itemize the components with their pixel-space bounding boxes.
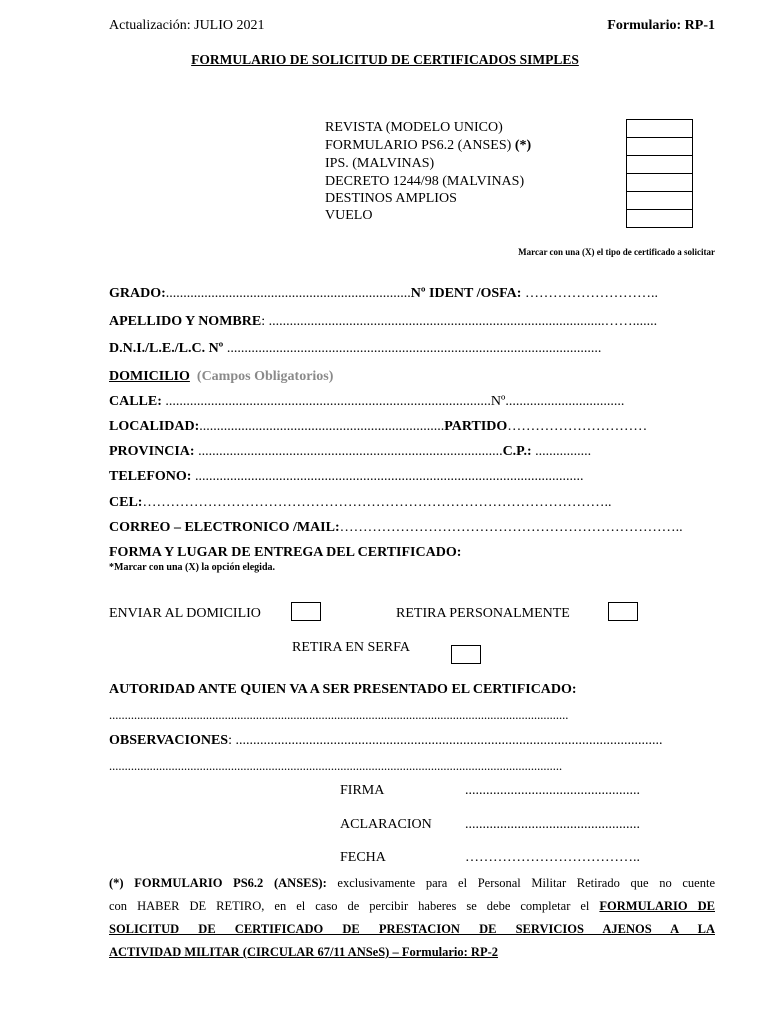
rp2-link-part1[interactable]: FORMULARIO DE	[599, 899, 715, 913]
entrega-note: *Marcar con una (X) la opción elegida.	[109, 562, 276, 573]
autoridad-dots[interactable]: ...................................................................................................................................................	[109, 708, 569, 722]
provincia-dots: .......................................................................................	[194, 444, 503, 459]
cp-label: C.P.:	[502, 444, 532, 459]
telefono-row[interactable]	[109, 469, 583, 485]
autoridad-label: AUTORIDAD ANTE QUIEN VA A SER PRESENTADO EL CERTIFICADO:	[109, 682, 577, 697]
checkbox-destinos[interactable]	[626, 191, 693, 210]
cel-dots: ………………………………………………………………………………………..	[142, 495, 612, 510]
footnote-lead: (*) FORMULARIO PS6.2 (ANSES):	[109, 876, 327, 890]
dni-dots: ...........................................................................................................	[223, 341, 602, 356]
numero-dots: ..................................	[505, 394, 625, 409]
observaciones-dots: : ..........................................................................................................................	[228, 733, 663, 748]
grado-row[interactable]	[109, 286, 658, 302]
ident-label: Nº IDENT /OSFA:	[410, 286, 522, 301]
domicilio-required-note: (Campos Obligatorios)	[196, 369, 334, 384]
dni-label: D.N.I./L.E./L.C. Nº	[109, 341, 224, 356]
checkbox-ips[interactable]	[626, 155, 693, 174]
cel-row[interactable]	[109, 495, 611, 511]
form-code: Formulario: RP-1	[607, 18, 715, 33]
checkbox-ps62[interactable]	[626, 137, 693, 156]
dni-row[interactable]	[109, 341, 601, 357]
localidad-dots: ......................................................................	[199, 419, 445, 434]
aclaracion-dots[interactable]: ..................................................	[465, 817, 640, 832]
checkbox-personal[interactable]	[608, 602, 638, 621]
domicilio-heading	[109, 369, 333, 385]
cert-type-revista: REVISTA (MODELO UNICO)	[325, 120, 503, 135]
option-domicilio-label: ENVIAR AL DOMICILIO	[109, 606, 261, 621]
domicilio-label: DOMICILIO	[109, 369, 190, 384]
numero-label: Nº	[490, 394, 506, 409]
cert-type-ps62: FORMULARIO PS6.2 (ANSES) (*)	[325, 138, 532, 153]
partido-dots: …………………………	[507, 419, 648, 434]
provincia-label: PROVINCIA:	[109, 444, 195, 459]
cert-type-destinos: DESTINOS AMPLIOS	[325, 191, 457, 206]
telefono-dots: ...............................................................................................................	[191, 469, 584, 484]
checkbox-serfa[interactable]	[451, 645, 481, 664]
cert-type-ips: IPS. (MALVINAS)	[325, 156, 435, 171]
cel-label: CEL:	[109, 495, 143, 510]
checkbox-domicilio[interactable]	[291, 602, 321, 621]
footnote-line-3	[109, 918, 715, 942]
footnote-line-1: (*) FORMULARIO PS6.2 (ANSES): exclusivamente para el Personal Militar Retirado que no cuente	[109, 876, 716, 890]
footnote-line-4	[109, 941, 715, 965]
grado-dots: ......................................................................	[165, 286, 411, 301]
observaciones-dots-2[interactable]: .................................................................................................................................................	[109, 759, 563, 773]
cert-type-vuelo: VUELO	[325, 208, 373, 223]
option-personal-label: RETIRA PERSONALMENTE	[396, 606, 570, 621]
localidad-row[interactable]	[109, 419, 647, 435]
checkbox-revista[interactable]	[626, 119, 693, 138]
provincia-row[interactable]	[109, 444, 591, 460]
apellido-dots: : ................................................................................................…….......	[261, 314, 658, 329]
apellido-label: APELLIDO Y NOMBRE	[109, 314, 262, 329]
fecha-label: FECHA	[340, 850, 386, 865]
observaciones-label: OBSERVACIONES	[109, 733, 229, 748]
rp2-link-part2[interactable]: SOLICITUD DE CERTIFICADO DE PRESTACION DE SERVICIOS AJENOS A LA	[109, 922, 715, 936]
ident-dots: ………………………..	[521, 286, 658, 301]
fecha-dots[interactable]: ………………………………..	[465, 850, 640, 865]
correo-row[interactable]	[109, 520, 683, 536]
correo-dots: ………………………………………………………………..	[339, 520, 683, 535]
apellido-row[interactable]	[109, 314, 657, 330]
calle-label: CALLE:	[109, 394, 162, 409]
firma-dots[interactable]: ..................................................	[465, 783, 640, 798]
firma-label: FIRMA	[340, 783, 385, 798]
correo-label: CORREO – ELECTRONICO /MAIL:	[109, 520, 340, 535]
localidad-label: LOCALIDAD:	[109, 419, 200, 434]
telefono-label: TELEFONO:	[109, 469, 192, 484]
option-serfa-label: RETIRA EN SERFA	[292, 640, 410, 655]
checkbox-decreto[interactable]	[626, 173, 693, 192]
update-date: Actualización: JULIO 2021	[109, 18, 265, 33]
calle-dots: .............................................................................................	[161, 394, 491, 409]
cert-type-decreto: DECRETO 1244/98 (MALVINAS)	[325, 174, 525, 189]
footnote-line-2: con HABER DE RETIRO, en el caso de percibir haberes se debe completar el FORMULARIO DE	[109, 899, 715, 913]
calle-row[interactable]	[109, 394, 624, 410]
aclaracion-label: ACLARACION	[340, 817, 432, 832]
checkbox-vuelo[interactable]	[626, 209, 693, 228]
asterisk-marker: (*)	[514, 138, 532, 153]
cert-instruction: Marcar con una (X) el tipo de certificado a solicitar	[518, 247, 715, 257]
observaciones-row[interactable]	[109, 733, 662, 749]
page-title: FORMULARIO DE SOLICITUD DE CERTIFICADOS SIMPLES	[191, 52, 579, 67]
cp-dots: ................	[531, 444, 592, 459]
entrega-title: FORMA Y LUGAR DE ENTREGA DEL CERTIFICADO:	[109, 545, 462, 560]
rp2-link-part3[interactable]: ACTIVIDAD MILITAR (CIRCULAR 67/11 ANSeS) – Formulario: RP-2	[109, 945, 499, 959]
grado-label: GRADO:	[109, 286, 166, 301]
partido-label: PARTIDO	[444, 419, 508, 434]
